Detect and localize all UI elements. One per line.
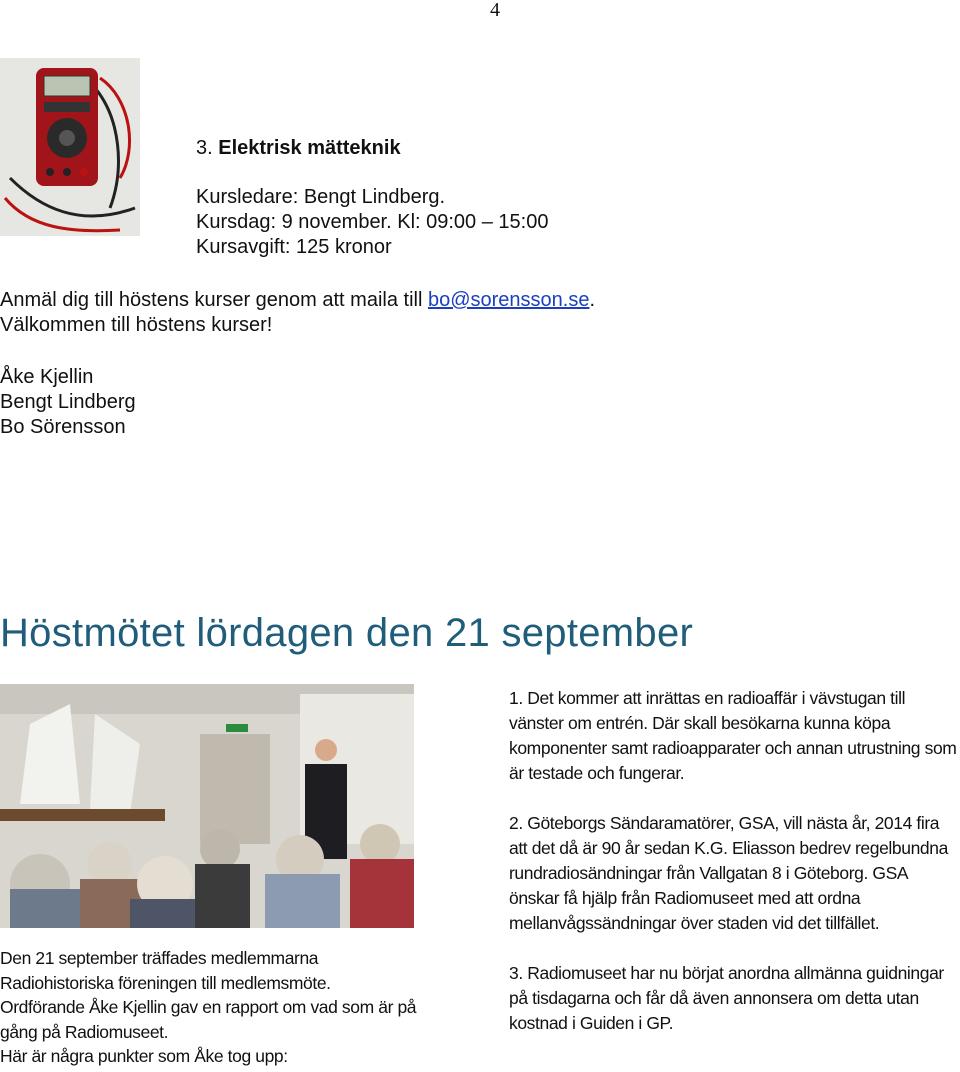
section-heading: Höstmötet lördagen den 21 september [0, 611, 694, 655]
meeting-caption: Den 21 september träffades medlemmarna Radiohistoriska föreningen till medlemsmöte. Ordförande Åke Kjellin gav en rapport om vad som är på gång på Radiomuseet. Här är några punkter som Åke tog upp: [0, 948, 417, 1066]
meeting-audience-photo [0, 684, 414, 928]
signup-text: Anmäl dig till höstens kurser genom att maila till bo@sorensson.se. Välkommen till höstens kurser! [0, 288, 940, 338]
signature-names [0, 365, 136, 440]
course-title: Elektrisk mätteknik [218, 137, 401, 159]
course-fee: Kursavgift: 125 kronor [196, 236, 392, 258]
meeting-points [509, 686, 960, 1036]
course-details [196, 185, 548, 260]
multimeter-photo [0, 58, 140, 236]
course-heading: 3. Elektrisk mätteknik [196, 137, 401, 159]
email-link[interactable]: bo@sorensson.se [427, 289, 590, 311]
welcome-text: Välkommen till höstens kurser! [0, 314, 273, 336]
name-3: Bo Sörensson [0, 416, 126, 438]
name-2: Bengt Lindberg [0, 391, 136, 413]
point-3: 3. Radiomuseet har nu börjat anordna allmänna guidningar på tisdagarna och får då även annonsera om detta utan kostnad i Guiden i GP. [509, 963, 944, 1033]
point-2: 2. Göteborgs Sändaramatörer, GSA, vill nästa år, 2014 fira att det då är 90 år sedan K.G. Eliasson bedrev regelbundna rundradiosändningar från Vallgatan 8 i Göteborg. GSA önskar få hjälp från Radiomuseet med att ordna mellanvågssändningar över staden vid det tillfället. [509, 813, 948, 933]
course-leader: Kursledare: Bengt Lindberg. [196, 186, 446, 208]
name-1: Åke Kjellin [0, 366, 94, 388]
course-date: Kursdag: 9 november. Kl: 09:00 – 15:00 [196, 211, 549, 233]
point-1: 1. Det kommer att inrättas en radioaffär i vävstugan till vänster om entrén. Där skall besökarna kunna köpa komponenter samt radioapparater och annan utrustning som är testade och fungerar. [509, 688, 957, 783]
page-number: 4 [490, 0, 500, 21]
